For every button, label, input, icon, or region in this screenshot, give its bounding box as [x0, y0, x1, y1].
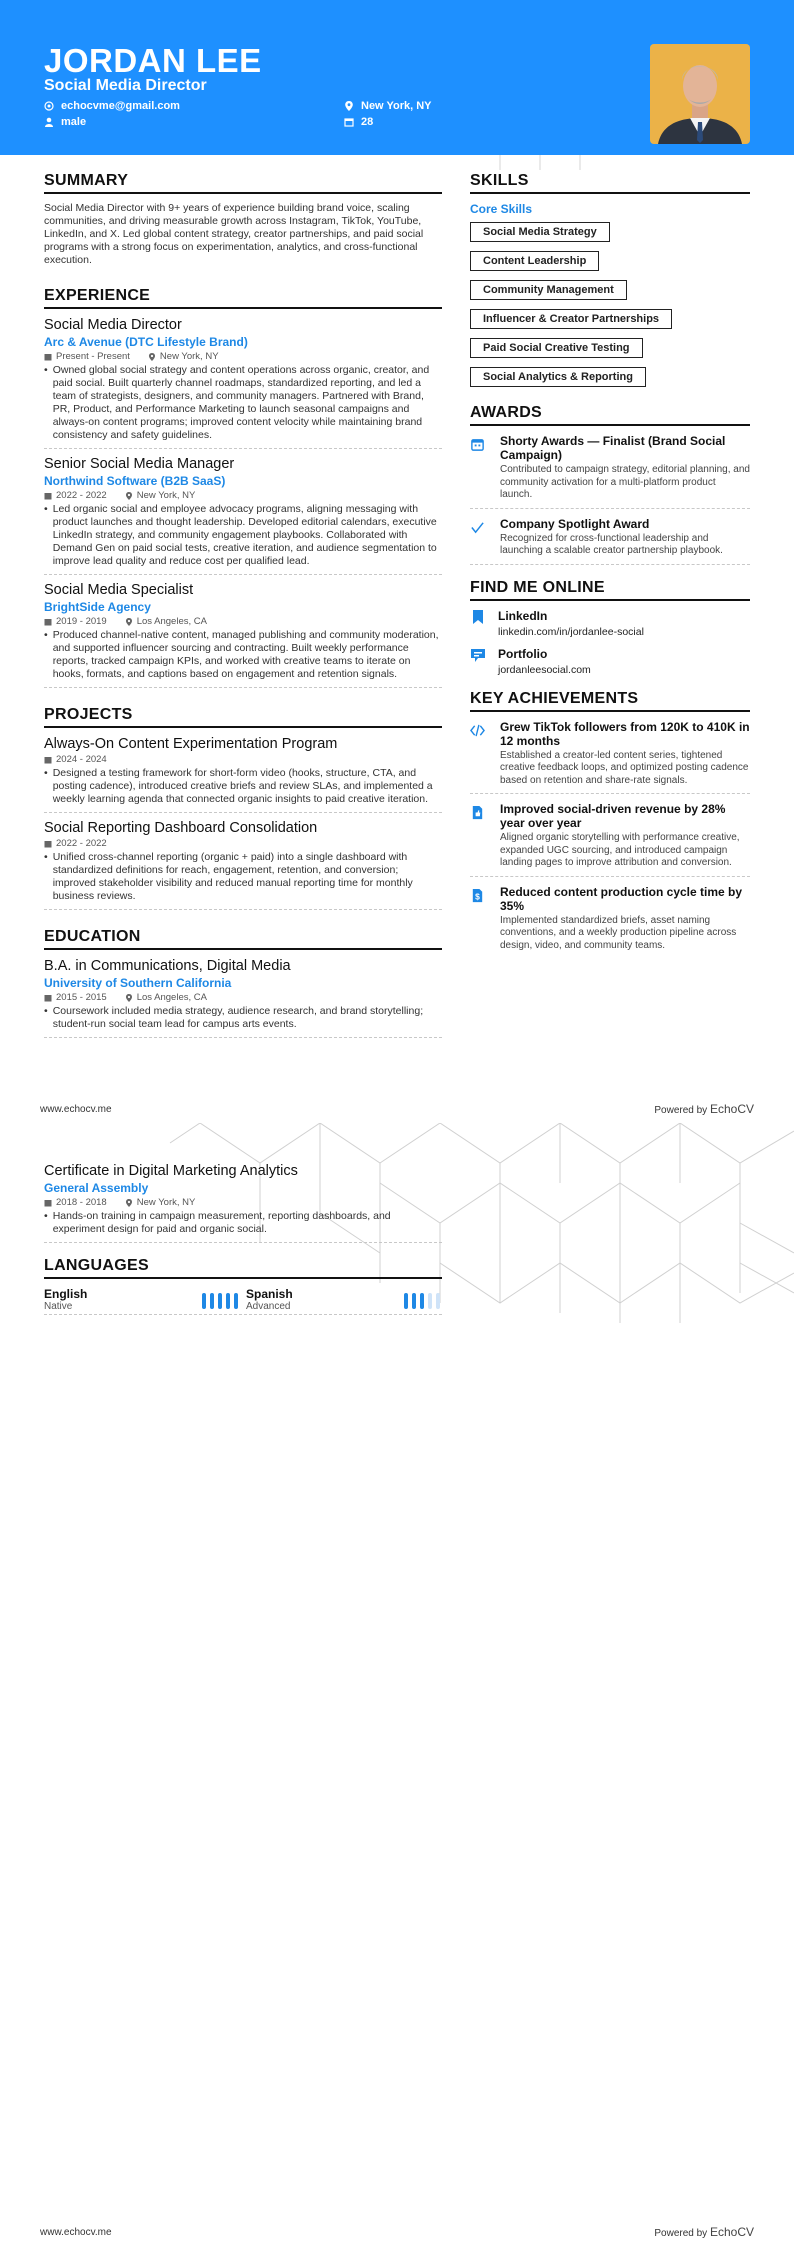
skill-tag: Social Media Strategy — [470, 222, 610, 242]
education-bullet: • Hands-on training in campaign measurement, reporting dashboards, and experiment design for paid and organic social. — [44, 1210, 442, 1236]
online-heading: FIND ME ONLINE — [470, 579, 750, 601]
calendar-icon — [344, 117, 354, 127]
person-icon — [44, 117, 54, 127]
degree-title: B.A. in Communications, Digital Media — [44, 958, 291, 974]
job-meta — [44, 490, 442, 501]
calendar-icon — [44, 994, 52, 1002]
job-location: Los Angeles, CA — [136, 616, 207, 627]
project-bullet-text: Designed a testing framework for short-form video (hooks, structure, CTA, and posting cadence), introduced creative briefs and review SLAs, and implemented a weekly learning agenda that connected organic insights to paid creative iteration. — [52, 767, 433, 805]
skill-tag: Paid Social Creative Testing — [470, 338, 643, 358]
achievement-desc: Aligned organic storytelling with performance creative, expanded UGC sourcing, and introduced campaign landing pages to improve attribution and conversion. — [500, 832, 740, 868]
at-icon — [44, 101, 54, 111]
award-title: Company Spotlight Award — [500, 516, 650, 531]
experience-entry — [44, 317, 442, 449]
degree-title: Certificate in Digital Marketing Analytics — [44, 1163, 298, 1179]
achievement-item — [470, 885, 750, 959]
education-bullet-text: Coursework included media strategy, audience research, and brand storytelling; student-run social team lead for campus arts events. — [52, 1005, 424, 1030]
language-item — [246, 1287, 442, 1312]
proficiency-segment — [404, 1293, 408, 1309]
school-name[interactable]: University of Southern California — [44, 976, 232, 990]
online-label: LinkedIn — [498, 608, 548, 623]
proficiency-segment — [428, 1293, 432, 1309]
project-entry — [44, 820, 442, 910]
project-dates: 2024 - 2024 — [56, 754, 107, 765]
proficiency-segment — [218, 1293, 222, 1309]
award-item — [470, 434, 750, 509]
proficiency-segment — [412, 1293, 416, 1309]
experience-entry — [44, 582, 442, 688]
brand-logo-text[interactable]: EchoCV — [709, 2225, 754, 2239]
right-column — [470, 172, 750, 966]
language-proficiency-bars — [202, 1293, 238, 1309]
location-pin-icon — [125, 994, 133, 1002]
brand-logo-text[interactable]: EchoCV — [709, 1102, 754, 1116]
skills-subheading: Core Skills — [470, 202, 533, 216]
award-item — [470, 517, 750, 565]
project-entry — [44, 736, 442, 813]
project-bullet: • Designed a testing framework for short-form video (hooks, structure, CTA, and posting cadence), introduced creative briefs and review SLAs, and implemented a weekly learning agenda that connected organic insights to paid creative iteration. — [44, 767, 442, 806]
project-title: Always-On Content Experimentation Program — [44, 736, 338, 752]
age-text: 28 — [361, 116, 374, 128]
calendar-icon — [44, 618, 52, 626]
experience-entry — [44, 456, 442, 575]
achievement-title: Grew TikTok followers from 120K to 410K in 12 months — [500, 719, 750, 748]
location-pin-icon — [125, 1199, 133, 1207]
location-pin-icon — [125, 618, 133, 626]
location-pin-icon — [125, 492, 133, 500]
job-title: Social Media Director — [44, 317, 182, 333]
education-dates: 2015 - 2015 — [56, 992, 107, 1003]
project-bullet: • Unified cross-channel reporting (organic + paid) into a single dashboard with standardized definitions for reach, engagement, retention, and conversion; improved stakeholder visibility and reduced manual reporting time for monthly business reviews. — [44, 851, 442, 903]
footer-powered — [654, 2225, 754, 2239]
language-level: Native — [44, 1301, 73, 1312]
school-name[interactable]: General Assembly — [44, 1181, 149, 1195]
language-proficiency-bars — [404, 1293, 440, 1309]
project-bullet-text: Unified cross-channel reporting (organic + paid) into a single dashboard with standardized definitions for reach, engagement, retention, and conversion; improved stakeholder visibility and reduced manual reporting time for monthly business reviews. — [52, 851, 413, 902]
left-column — [44, 172, 442, 1045]
languages-heading: LANGUAGES — [44, 1257, 442, 1279]
calendar-icon — [44, 840, 52, 848]
online-link[interactable]: linkedin.com/in/jordanlee-social — [498, 625, 644, 638]
languages-list — [44, 1287, 442, 1315]
proficiency-segment — [202, 1293, 206, 1309]
achievement-item — [470, 802, 750, 877]
online-item[interactable] — [470, 647, 750, 676]
gender-text: male — [61, 116, 87, 128]
achievement-title: Reduced content production cycle time by 35% — [500, 884, 743, 913]
job-dates: 2022 - 2022 — [56, 490, 107, 501]
location-info — [344, 100, 432, 112]
skill-tag: Community Management — [470, 280, 627, 300]
job-meta — [44, 351, 442, 362]
education-location: Los Angeles, CA — [136, 992, 207, 1003]
education-bullet-text: Hands-on training in campaign measurement, reporting dashboards, and experiment design for paid and organic social. — [52, 1210, 391, 1235]
language-item — [44, 1287, 240, 1312]
education-meta — [44, 992, 442, 1003]
proficiency-segment — [234, 1293, 238, 1309]
company-name[interactable]: BrightSide Agency — [44, 600, 151, 614]
file-dollar-icon — [470, 888, 485, 903]
code-icon — [470, 723, 485, 738]
skills-list — [470, 222, 750, 396]
job-bullet: • Produced channel-native content, managed publishing and community moderation, and supported influencer sourcing and contracting. Built weekly performance reports, tracked campaign KPIs, and worked with creative teams to iterate on hooks, formats, and captions based on engagement and retention signals. — [44, 629, 442, 681]
header-banner — [0, 0, 794, 155]
summary-text: Social Media Director with 9+ years of experience building brand voice, scaling communities, and driving measurable growth across Instagram, TikTok, YouTube, LinkedIn, and X. Led global content strategy, creator partnerships, and paid social programs with a strong focus on experimentation, analytics, and cross-functional execution. — [44, 202, 424, 266]
job-bullet-text: Led organic social and employee advocacy programs, aligning messaging with product launches and thought leadership. Developed editorial calendars, executive LinkedIn strategy, and community engagement playbooks. Collaborated with Demand Gen on paid social tests, creative iteration, and audience segmentation to improve lead quality and reduce cost per qualified lead. — [52, 503, 437, 567]
online-label: Portfolio — [498, 646, 548, 661]
location-pin-icon — [148, 353, 156, 361]
check-icon — [470, 520, 485, 535]
proficiency-segment — [420, 1293, 424, 1309]
education-meta — [44, 1197, 442, 1208]
calendar-icon — [44, 1199, 52, 1207]
calendar-icon — [44, 756, 52, 764]
calendar-icon — [470, 437, 485, 452]
online-item[interactable] — [470, 609, 750, 638]
job-title: Senior Social Media Manager — [44, 456, 235, 472]
skill-tag: Content Leadership — [470, 251, 599, 271]
skills-heading: SKILLS — [470, 172, 750, 194]
powered-by-text: Powered by — [654, 2228, 708, 2239]
email-text: echocvme@gmail.com — [61, 100, 180, 112]
achievement-item — [470, 720, 750, 795]
age-info — [344, 116, 373, 128]
gender-info — [44, 116, 86, 128]
job-location: New York, NY — [159, 351, 219, 362]
summary-heading: SUMMARY — [44, 172, 442, 194]
file-thumbs-icon — [470, 805, 485, 820]
calendar-icon — [44, 353, 52, 361]
company-name[interactable]: Arc & Avenue (DTC Lifestyle Brand) — [44, 335, 248, 349]
achievement-title: Improved social-driven revenue by 28% year over year — [500, 802, 726, 830]
job-bullet-text: Produced channel-native content, managed publishing and community moderation, and supported influencer sourcing and contracting. Built weekly performance reports, tracked campaign KPIs, and worked with creative teams to iterate on hooks, formats, and captions based on engagement and retention signals. — [52, 629, 439, 680]
job-bullet: • Owned global social strategy and content operations across organic, creator, and paid social. Built quarterly channel roadmaps, standardized reporting, and led a team of strategists, designers, and community managers. Partnered with Brand, PR, Product, and Performance Marketing to launch seasonal campaigns and always-on content programs; improved content velocity while maintaining brand consistency and safety guidelines. — [44, 364, 442, 442]
proficiency-segment — [226, 1293, 230, 1309]
bookmark-icon — [470, 609, 486, 625]
skill-tag: Social Analytics & Reporting — [470, 367, 646, 387]
left-column-continued — [44, 1163, 442, 1315]
email-info[interactable] — [44, 100, 180, 112]
project-dates: 2022 - 2022 — [56, 838, 107, 849]
language-name: English — [44, 1287, 88, 1301]
profile-photo — [650, 44, 750, 144]
job-meta — [44, 616, 442, 627]
project-title: Social Reporting Dashboard Consolidation — [44, 820, 318, 836]
award-title: Shorty Awards — Finalist (Brand Social Campaign) — [500, 434, 726, 462]
calendar-icon — [44, 492, 52, 500]
experience-heading: EXPERIENCE — [44, 287, 442, 309]
footer-site[interactable]: www.echocv.me — [40, 1104, 112, 1115]
chat-icon — [470, 647, 486, 663]
footer-powered — [654, 1102, 754, 1116]
project-meta — [44, 838, 442, 849]
resume-page-2 — [0, 1123, 794, 2246]
svg-text:$: $ — [475, 891, 480, 902]
powered-by-text: Powered by — [654, 1105, 708, 1116]
job-title: Social Media Specialist — [44, 582, 194, 598]
job-dates: Present - Present — [56, 351, 130, 362]
job-location: New York, NY — [136, 490, 196, 501]
online-link[interactable]: jordanleesocial.com — [498, 663, 591, 676]
job-bullet-text: Owned global social strategy and content operations across organic, creator, and paid social. Built quarterly channel roadmaps, standardized reporting, and led a team of strategists, designers, and community managers. Partnered with Brand, PR, Product, and Performance Marketing to launch seasonal campaigns and always-on content programs; improved content velocity while maintaining brand consistency and safety guidelines. — [52, 364, 430, 441]
award-desc: Contributed to campaign strategy, editorial planning, and community activation for a multi-platform product launch. — [500, 464, 750, 500]
education-heading: EDUCATION — [44, 928, 442, 950]
achievement-desc: Implemented standardized briefs, asset naming conventions, and a weekly production pipeline across design, video, and community teams. — [500, 914, 737, 951]
candidate-title: Social Media Director — [44, 77, 207, 94]
proficiency-segment — [436, 1293, 440, 1309]
footer-site[interactable]: www.echocv.me — [40, 2227, 112, 2238]
achievements-heading: KEY ACHIEVEMENTS — [470, 690, 750, 712]
projects-heading: PROJECTS — [44, 706, 442, 728]
award-desc: Recognized for cross-functional leadership and launching a scalable creator partnership playbook. — [500, 532, 723, 556]
location-pin-icon — [344, 101, 354, 111]
skill-tag: Influencer & Creator Partnerships — [470, 309, 672, 329]
education-dates: 2018 - 2018 — [56, 1197, 107, 1208]
proficiency-segment — [210, 1293, 214, 1309]
education-entry — [44, 1163, 442, 1243]
language-level: Advanced — [246, 1301, 291, 1312]
education-entry — [44, 958, 442, 1038]
language-name: Spanish — [246, 1287, 293, 1301]
candidate-name: JORDAN LEE — [44, 42, 262, 79]
company-name[interactable]: Northwind Software (B2B SaaS) — [44, 474, 226, 488]
location-text: New York, NY — [361, 100, 432, 112]
awards-heading: AWARDS — [470, 404, 750, 426]
job-bullet: • Led organic social and employee advocacy programs, aligning messaging with product launches and thought leadership. Developed editorial calendars, executive LinkedIn strategy, and community engagement playbooks. Collaborated with Demand Gen on paid social tests, creative iteration, and audience segmentation to improve lead quality and reduce cost per qualified lead. — [44, 503, 442, 568]
education-location: New York, NY — [136, 1197, 196, 1208]
achievement-desc: Established a creator-led content series, tightened creative feedback loops, and optimized posting cadence based on retention and share-rate signals. — [500, 749, 749, 786]
education-bullet: • Coursework included media strategy, audience research, and brand storytelling; student-run social team lead for campus arts events. — [44, 1005, 442, 1031]
project-meta — [44, 754, 442, 765]
job-dates: 2019 - 2019 — [56, 616, 107, 627]
